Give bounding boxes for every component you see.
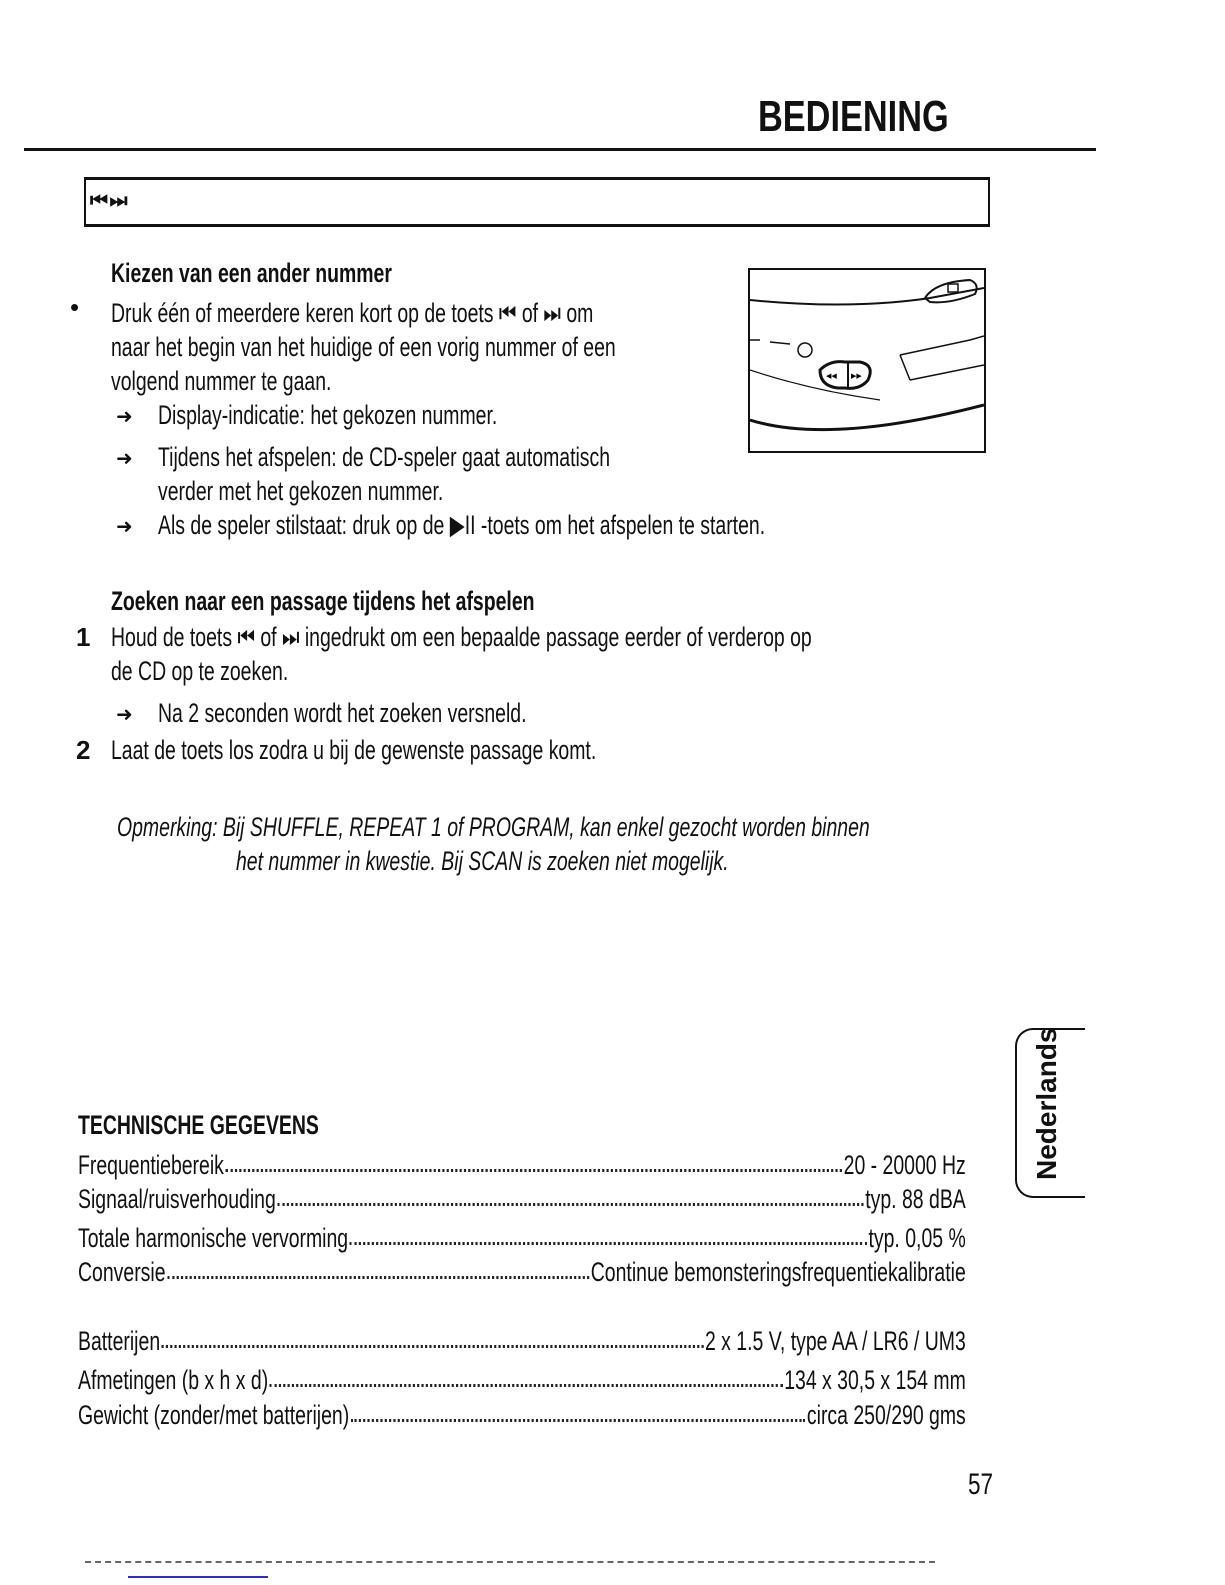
section-heading-select-track: Kiezen van een ander nummer [111,258,392,288]
skip-previous-next-icon: ⏮ ⏭ [90,190,126,212]
spec-label: Conversie [78,1257,166,1287]
key-box [84,177,990,227]
leader-dots [270,1364,783,1387]
leader-dots [162,1325,704,1348]
spec-label: Totale harmonische vervorming [78,1223,349,1253]
step-line: Laat de toets los zodra u bij de gewenste passage komt. [111,735,597,765]
note-line: het nummer in kwestie. Bij SCAN is zoeken niet mogelijk. [236,846,729,876]
spec-row [78,1256,966,1288]
section-heading-search-passage: Zoeken naar een passage tijdens het afspelen [111,586,535,616]
spec-value: 2 x 1.5 V, type AA / LR6 / UM3 [704,1326,966,1356]
step-number: 2 [76,735,91,765]
arrow-line: verder met het gekozen nummer. [158,476,444,506]
spec-row [78,1149,966,1181]
page-number: 57 [968,1468,994,1501]
spec-row [78,1325,966,1357]
language-tab [1015,1028,1085,1198]
spec-value: circa 250/290 gms [806,1400,966,1430]
spec-value: 134 x 30,5 x 154 mm [784,1365,966,1395]
arrow-icon: ➜ [116,516,133,538]
arrow-line: Display-indicatie: het gekozen nummer. [158,400,498,430]
bullet-line: Druk één of meerdere keren kort op de toets ⏮ of ⏭ om [111,298,594,328]
cd-player-illustration [748,268,986,453]
spec-row [78,1399,966,1431]
header-rule [24,148,1096,151]
arrow-line: Tijdens het afspelen: de CD-speler gaat automatisch [158,442,611,472]
step-line: de CD op te zoeken. [111,656,289,686]
leader-dots [167,1256,589,1279]
bullet-icon: • [70,292,80,322]
leader-dots [277,1183,864,1206]
cd-player-drawing-icon [750,270,984,451]
spec-value: typ. 88 dBA [865,1184,966,1214]
spec-label: Afmetingen (b x h x d) [78,1365,269,1395]
page-header-title: BEDIENING [758,92,949,141]
svg-text:◀◀: ◀◀ [826,372,837,380]
arrow-line: Als de speler stilstaat: druk op de ▶II -toets om het afspelen te starten. [158,510,766,540]
spec-label: Frequentiebereik [78,1150,224,1180]
arrow-icon: ➜ [116,406,133,428]
step-arrow-line: Na 2 seconden wordt het zoeken versneld. [158,698,527,728]
step-number: 1 [76,622,91,652]
bullet-line: volgend nummer te gaan. [111,366,332,396]
leader-dots [350,1222,867,1245]
spec-label: Signaal/ruisverhouding [78,1184,276,1214]
scan-artifact-blue-line [128,1576,268,1578]
spec-label: Batterijen [78,1326,161,1356]
spec-row [78,1222,966,1254]
svg-text:▶▶: ▶▶ [851,372,862,380]
leader-dots [225,1149,842,1172]
language-tab-label: Nederlands [1031,1027,1062,1180]
arrow-icon: ➜ [116,704,133,726]
spec-value: Continue bemonsteringsfrequentiekalibratie [590,1257,966,1287]
specs-heading: TECHNISCHE GEGEVENS [78,1110,319,1140]
step-line: Houd de toets ⏮ of ⏭ ingedrukt om een bepaalde passage eerder of verderop op [111,622,812,652]
bullet-line: naar het begin van het huidige of een vorig nummer of een [111,332,616,362]
spec-value: typ. 0,05 % [868,1223,966,1253]
spec-row [78,1364,966,1396]
leader-dots [351,1399,806,1422]
scan-artifact-line [85,1561,935,1563]
spec-row [78,1183,966,1215]
spec-label: Gewicht (zonder/met batterijen) [78,1400,350,1430]
spec-value: 20 - 20000 Hz [843,1150,966,1180]
note-line: Opmerking: Bij SHUFFLE, REPEAT 1 of PROGRAM, kan enkel gezocht worden binnen [117,812,870,842]
arrow-icon: ➜ [116,448,133,470]
